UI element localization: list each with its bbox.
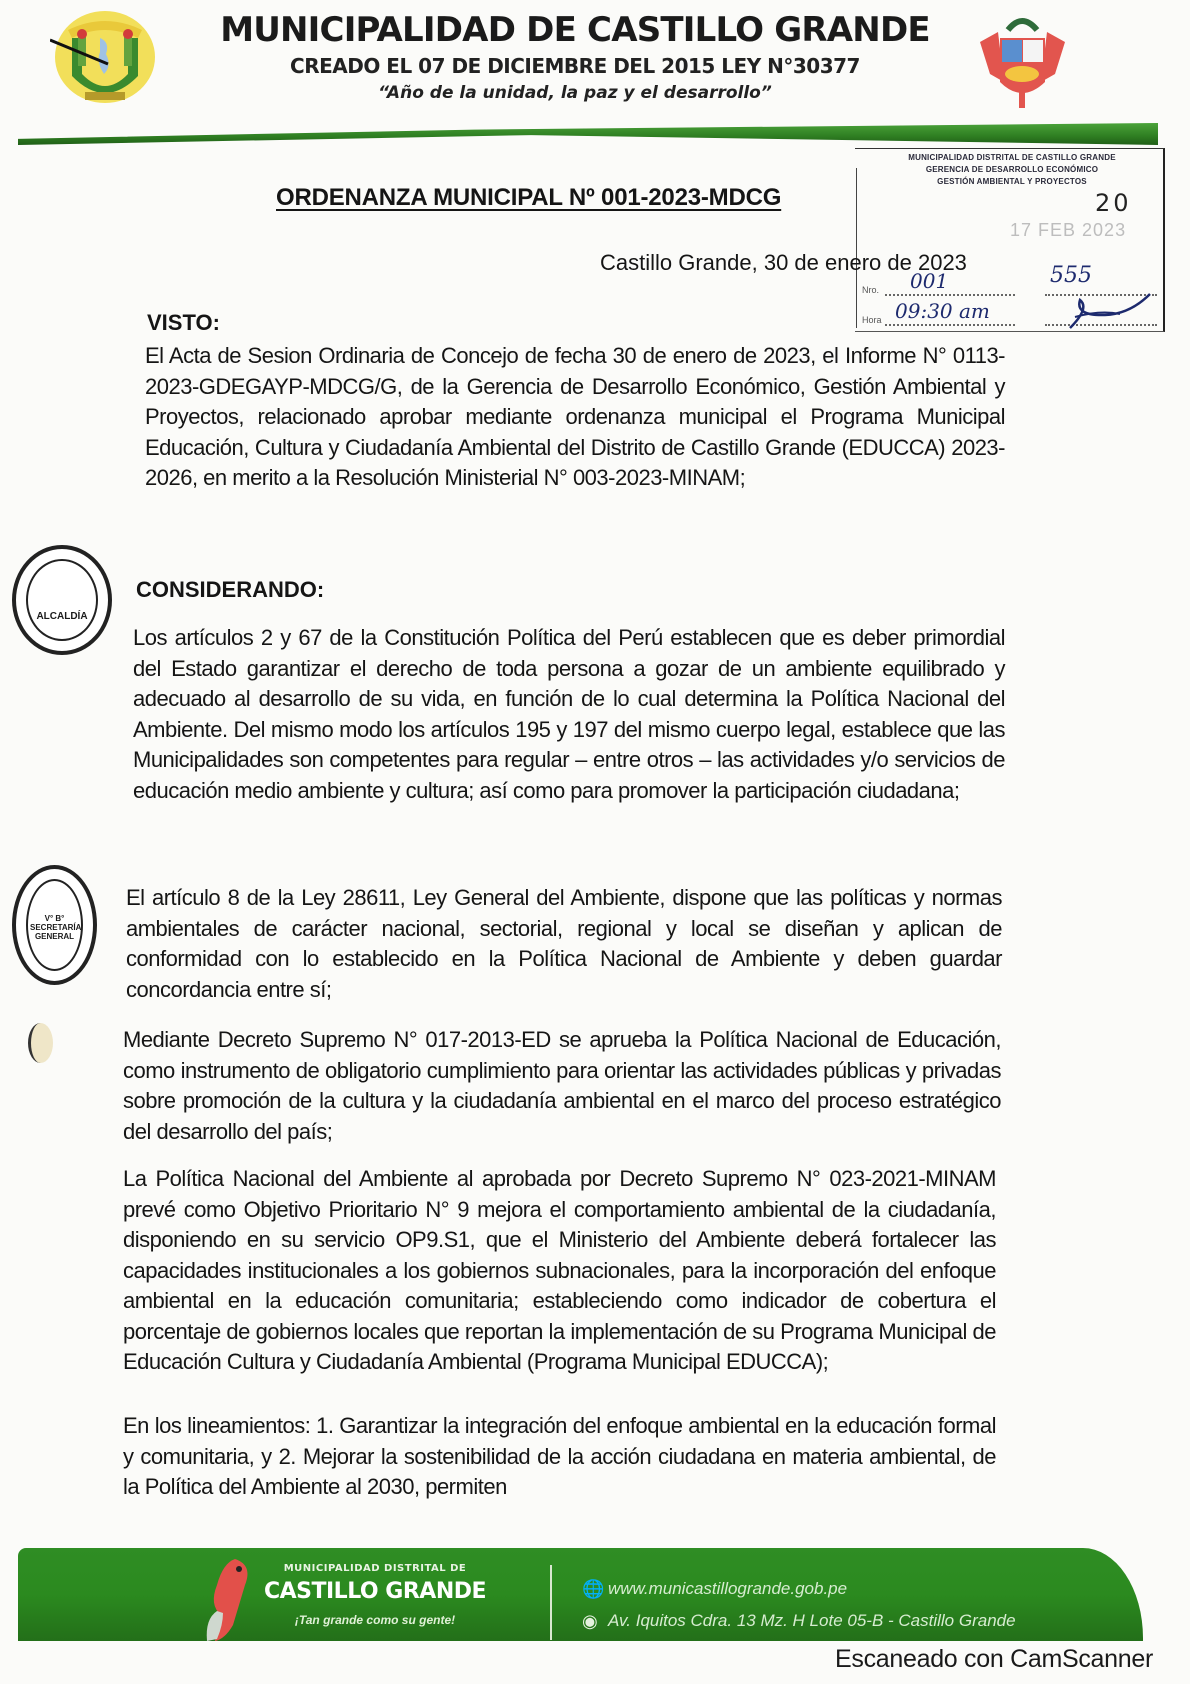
stamp-line-1: MUNICIPALIDAD DISTRITAL DE CASTILLO GRANDE [908, 153, 1116, 162]
stamp-reg-number: 555 [1050, 263, 1092, 288]
punch-hole-icon [28, 1023, 53, 1063]
considerando-paragraph-3: Mediante Decreto Supremo N° 017-2013-ED se aprueba la Política Nacional de Educación, como instrumento de obligatorio cumplimiento para orientar las actividades públicas y privadas sobre promoción de la cultura y la ciudadanía ambiental en el marco del proceso estratégico del desarrollo del país; [123, 1027, 1001, 1144]
mayor-seal-text: ALCALDÍA [36, 611, 88, 622]
secretary-seal [12, 865, 97, 985]
considerando-paragraph-2: El artículo 8 de la Ley 28611, Ley General del Ambiente, dispone que las políticas y normas ambientales de carácter nacional, sectorial, regional y local se diseñan y aplican de conformidad con lo establecido en la Política Nacional de Ambiente y deben guardar concordancia entre sí; [126, 885, 1002, 1002]
year-motto: “Año de la unidad, la paz y el desarrollo” [378, 83, 772, 103]
globe-icon: 🌐 [582, 1579, 605, 1599]
footer-municipality-label: MUNICIPALIDAD DISTRITAL DE [283, 1563, 467, 1574]
considerando-paragraph-5: En los lineamientos: 1. Garantizar la integración del enfoque ambiental en la educación formal y comunitaria, y 2. Mejorar la sostenibilidad de la acción ciudadana en materia ambiental, de la Política del Ambiente al 2030, permiten [123, 1413, 996, 1499]
stamp-folios-label: Nro. [862, 285, 880, 295]
stamp-line-3: GESTIÓN AMBIENTAL Y PROYECTOS [937, 177, 1087, 186]
peru-coat-of-arms [970, 12, 1075, 112]
stamp-time-value: 09:30 am [895, 299, 990, 323]
footer-address: Av. Iquitos Cdra. 13 Mz. H Lote 05-B - Castillo Grande [608, 1611, 1016, 1630]
stamp-received-date: 17 FEB 2023 [1010, 220, 1127, 240]
handwritten-signature [1060, 290, 1155, 335]
creation-law: CREADO EL 07 DE DICIEMBRE DEL 2015 LEY N°30377 [290, 54, 860, 78]
camscanner-watermark: Escaneado con CamScanner [835, 1645, 1153, 1673]
document-title: ORDENANZA MUNICIPAL Nº 001-2023-MDCG [276, 184, 782, 211]
footer-municipality-name: CASTILLO GRANDE [263, 1579, 487, 1604]
stamp-folios-value: 001 [910, 269, 949, 293]
mayor-seal [12, 545, 112, 655]
header-green-band [18, 123, 1158, 145]
considerando-paragraph-1: Los artículos 2 y 67 de la Constitución Política del Perú establecen que es deber primordial del Estado garantizar el derecho de toda persona a gozar de un ambiente equilibrado y adecuado al desarrollo de su vida, en función de lo cual determina la Política Nacional del Ambiente. Del mismo modo los artículos 195 y 197 del mismo cuerpo legal, establece que las Municipalidades son competentes para regular – entre otros – las actividades y/o servicios de educación medio ambiente y cultura; así como para promover la participación ciudadana; [133, 625, 1005, 803]
stamp-line-2: GERENCIA DE DESARROLLO ECONÓMICO [925, 165, 1099, 174]
footer-website[interactable]: www.municastillogrande.gob.pe [608, 1579, 848, 1598]
stamp-divider [856, 168, 857, 328]
stamp-folios-line [885, 278, 1015, 296]
footer-slogan: ¡Tan grande como su gente! [294, 1613, 456, 1627]
visto-paragraph: El Acta de Sesion Ordinaria de Concejo de fecha 30 de enero de 2023, el Informe N° 0113-2023-GDEGAYP-MDCG/G, de la Gerencia de Desarrollo Económico, Gestión Ambiental y Proyectos, relacionado aprobar mediante ordenanza municipal el Programa Municipal Educación, Cultura y Ciudadanía Ambiental del Distrito de Castillo Grande (EDUCCA) 2023-2026, en merito a la Resolución Ministerial N° 003-2023-MINAM; [145, 343, 1005, 490]
considerando-heading: CONSIDERANDO: [136, 577, 325, 602]
visto-heading: VISTO: [147, 310, 220, 335]
seal-ring [26, 559, 98, 641]
stamp-time-label: Hora [862, 315, 882, 325]
stamp-number: 20 [1095, 189, 1132, 217]
municipal-shield-logo [50, 2, 160, 107]
municipality-name: MUNICIPALIDAD DE CASTILLO GRANDE [220, 10, 930, 50]
location-pin-icon: ◉ [582, 1611, 598, 1631]
secretary-seal-text: V° B° SECRETARÍA GENERAL [30, 914, 82, 941]
place-and-date: Castillo Grande, 30 de enero de 2023 [600, 250, 967, 275]
considerando-paragraph-4: La Política Nacional del Ambiente al aprobada por Decreto Supremo N° 023-2021-MINAM prevé como Objetivo Prioritario N° 9 mejora el comportamiento ambiental de la ciudadanía, disponiendo en su servicio OP9.S1, que el Ministerio del Ambiente deberá fortalecer las capacidades institucionales a los gobiernos subnacionales, para la incorporación del enfoque ambiental en la educación comunitaria; estableciendo como indicador de cobertura el porcentaje de gobiernos locales que reportan la implementación de su Programa Municipal de Educación Cultura y Ciudadanía Ambiental (Programa Municipal EDUCCA); [123, 1166, 996, 1374]
footer-divider [550, 1565, 552, 1640]
